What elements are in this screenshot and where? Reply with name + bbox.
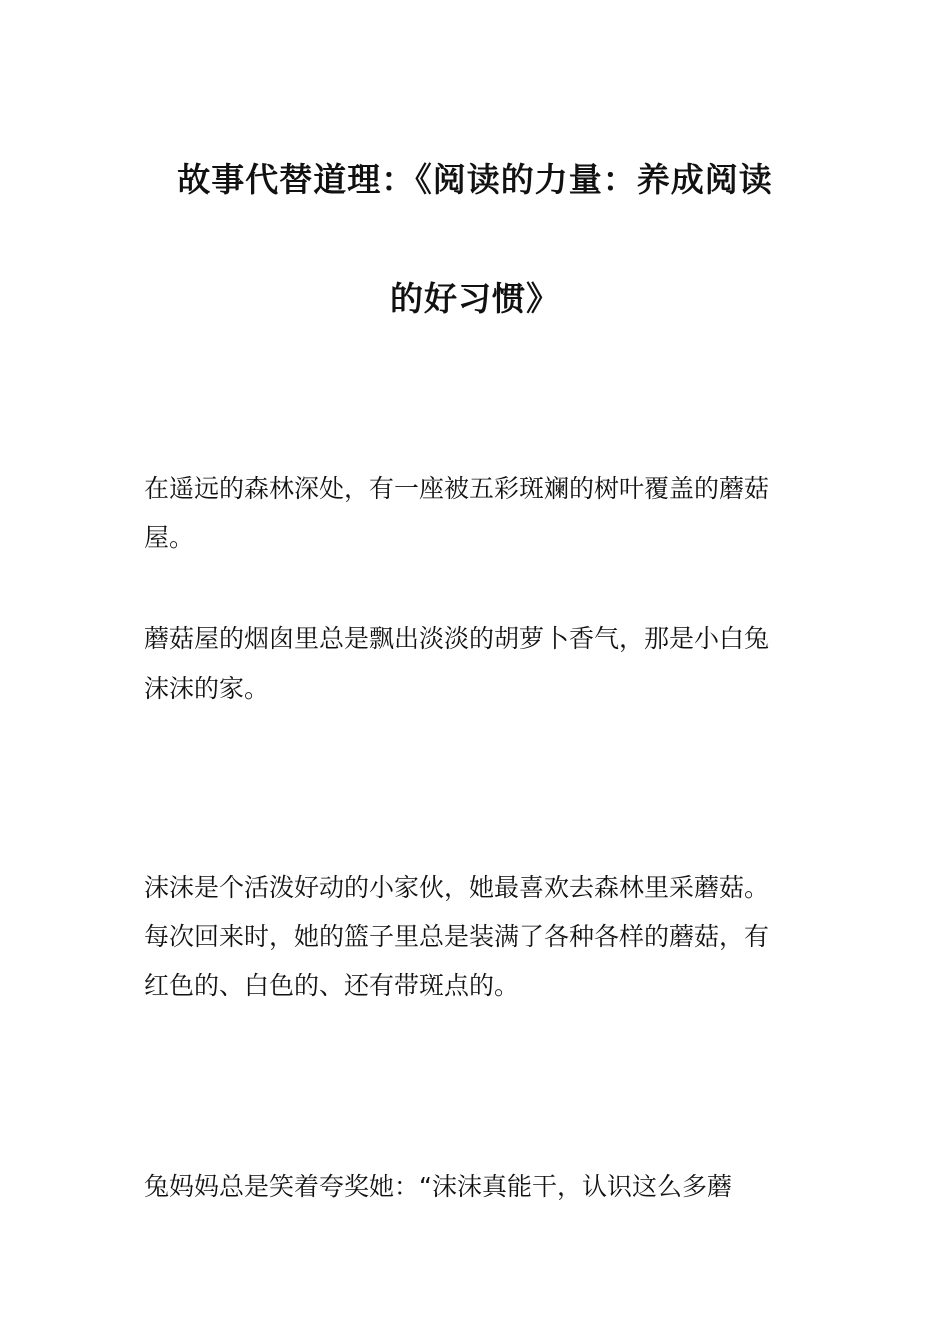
paragraph-line: 红色的、白色的、还有带斑点的。	[144, 971, 520, 1000]
paragraph-line: 屋。	[144, 523, 195, 552]
paragraph-line: 每次回来时，她的篮子里总是装满了各种各样的蘑菇，有	[144, 922, 770, 951]
document-title-line-1: 故事代替道理：《阅读的力量：养成阅读	[177, 160, 773, 199]
paragraph-line: 在遥远的森林深处，有一座被五彩斑斓的树叶覆盖的蘑菇	[144, 474, 770, 503]
document-title-line-2: 的好习惯》	[390, 279, 560, 318]
paragraph-line: 兔妈妈总是笑着夸奖她：“沫沫真能干，认识这么多蘑	[144, 1172, 732, 1201]
paragraph-line: 沫沫的家。	[144, 674, 270, 703]
paragraph-line: 沫沫是个活泼好动的小家伙，她最喜欢去森林里采蘑菇。	[144, 873, 770, 902]
paragraph-line: 蘑菇屋的烟囱里总是飘出淡淡的胡萝卜香气，那是小白兔	[144, 624, 770, 653]
